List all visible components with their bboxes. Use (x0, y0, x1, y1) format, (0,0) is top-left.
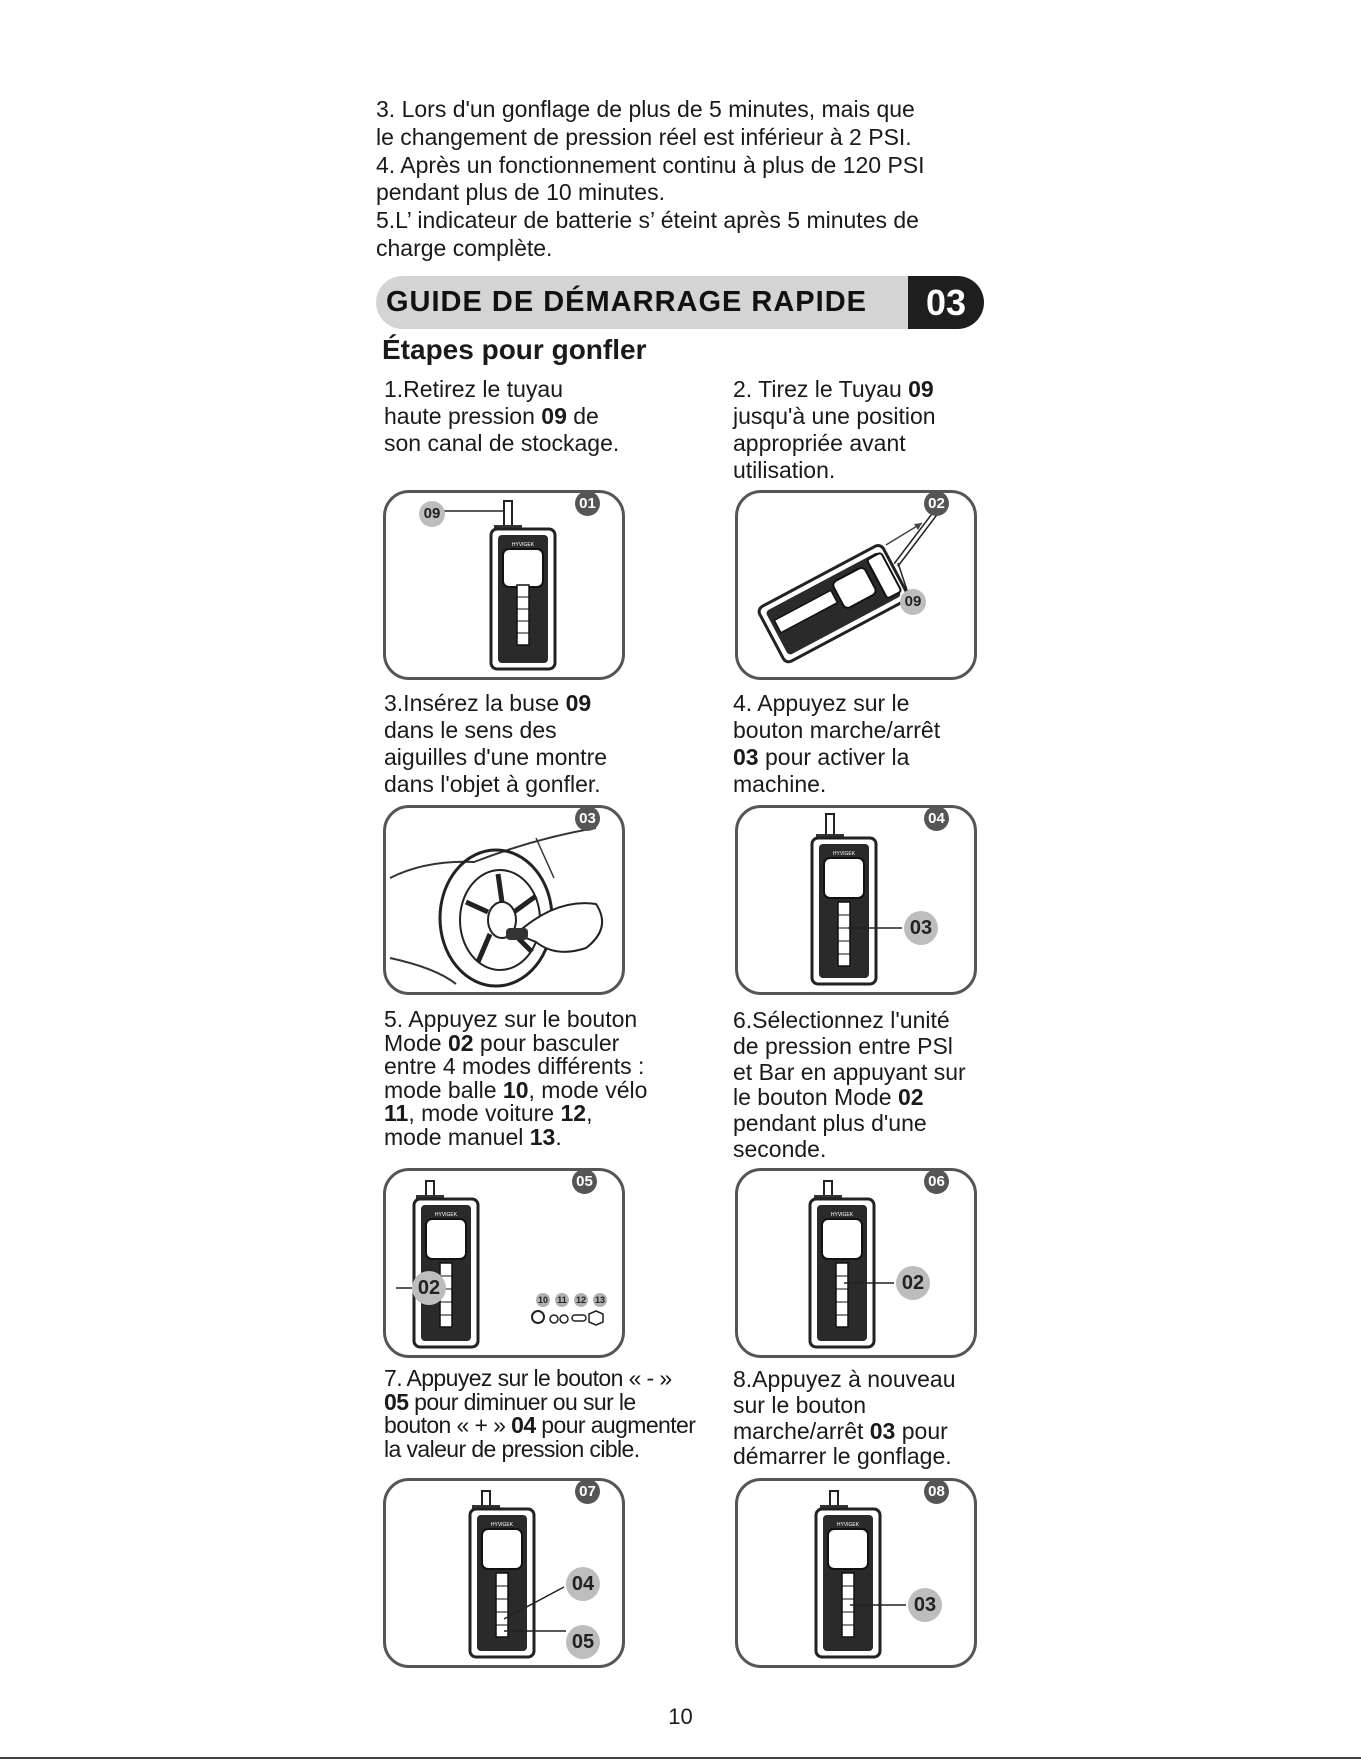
ref-number: 13 (529, 1123, 556, 1150)
step-line: démarrer le gonflage. (733, 1443, 952, 1470)
brand-label: HYVIGEK (830, 1212, 854, 1218)
text: de (566, 403, 599, 429)
step-line: dans l'objet à gonfler. (384, 771, 601, 797)
illustration-panel-7 (383, 1478, 625, 1668)
text: mode manuel (384, 1123, 530, 1150)
mode-badge-car: 12 (575, 1295, 586, 1305)
panel-number-badge: 03 (575, 806, 600, 831)
pump-illustration (738, 808, 974, 992)
bottom-divider (0, 1757, 1361, 1759)
panel-number-badge: 01 (575, 491, 600, 516)
step-line: machine. (733, 771, 827, 797)
text: . (555, 1123, 562, 1150)
part-callout-09: 09 (900, 589, 926, 615)
step-7-text (384, 1367, 714, 1461)
step-line: utilisation. (733, 457, 836, 483)
pump-illustration (738, 1171, 974, 1355)
section-subtitle: Étapes pour gonfler (382, 334, 647, 365)
step-line (733, 1419, 1003, 1445)
step-line: aiguilles d'une montre (384, 744, 608, 770)
text: marche/arrêt (733, 1417, 870, 1444)
page-number: 10 (668, 1704, 693, 1729)
part-callout-02: 02 (896, 1266, 930, 1300)
text: , mode voiture (408, 1100, 561, 1127)
ref-number: 03 (733, 744, 759, 770)
pump-illustration (386, 1171, 622, 1355)
illustration-panel-4 (735, 805, 977, 995)
text: mode balle (384, 1076, 503, 1103)
text: 2. Tirez le Tuyau (733, 376, 909, 402)
step-1-text (384, 376, 654, 457)
step-line: 6.Sélectionnez l'unité (733, 1007, 950, 1033)
text: 3.Insérez la buse (384, 690, 566, 716)
part-callout-05: 05 (566, 1625, 600, 1659)
step-line: sur le bouton (733, 1391, 866, 1418)
step-line: 4. Appuyez sur le (733, 690, 910, 716)
step-line: 7. Appuyez sur le bouton « - » (384, 1365, 672, 1391)
step-line: de pression entre PSl (733, 1032, 953, 1059)
step-line: son canal de stockage. (384, 430, 620, 456)
text: , (586, 1100, 593, 1127)
ref-number: 04 (511, 1412, 536, 1439)
step-line: appropriée avant (733, 430, 906, 456)
panel-number-badge: 08 (924, 1479, 949, 1504)
ref-number: 02 (897, 1084, 924, 1111)
ref-number: 10 (502, 1076, 529, 1103)
part-callout-03: 03 (908, 1588, 942, 1622)
step-line: 1.Retirez le tuyau (384, 376, 563, 402)
part-callout-04: 04 (566, 1567, 600, 1601)
panel-number-badge: 04 (924, 806, 949, 831)
illustration-panel-8 (735, 1478, 977, 1668)
brand-label: HYVIGEK (511, 542, 535, 548)
intro-text (376, 96, 976, 263)
illustration-panel-5 (383, 1168, 625, 1358)
step-line (384, 690, 654, 717)
step-line (733, 376, 1003, 403)
step-line: dans le sens des (384, 717, 557, 743)
step-line: 5. Appuyez sur le bouton (384, 1006, 638, 1032)
mode-badge-bike: 11 (555, 1293, 569, 1307)
text: pour (895, 1417, 948, 1444)
ref-number: 09 (908, 376, 934, 402)
ref-number: 05 (384, 1388, 409, 1415)
panel-number-badge: 07 (575, 1479, 600, 1504)
step-line (384, 1388, 714, 1415)
intro-line: pendant plus de 10 minutes. (376, 179, 665, 206)
text: pour diminuer ou sur le (408, 1388, 636, 1415)
step-line (384, 1102, 684, 1126)
step-line: pendant plus d'une (733, 1110, 927, 1137)
illustration-panel-2 (735, 490, 977, 680)
illustration-panel-6 (735, 1168, 977, 1358)
step-4-text (733, 690, 1003, 798)
text: , mode vélo (528, 1076, 648, 1103)
step-line (384, 1123, 684, 1150)
intro-line: 4. Après un fonctionnement continu à plus de 120 PSI (376, 151, 925, 178)
banner-section-number: 03 (908, 276, 984, 329)
part-callout-09: 09 (419, 501, 445, 527)
pump-tilted-illustration (738, 493, 974, 677)
brand-label: HYVIGEK (490, 1522, 514, 1528)
step-line: et Bar en appuyant sur (733, 1058, 966, 1085)
step-line: jusqu'à une position (733, 403, 936, 429)
step-line (384, 403, 654, 430)
step-3-text (384, 690, 654, 798)
ref-number: 11 (384, 1100, 409, 1127)
text: pour augmenter (535, 1412, 696, 1439)
banner-title: GUIDE DE DÉMARRAGE RAPIDE (386, 286, 867, 318)
step-line: 8.Appuyez à nouveau (733, 1366, 956, 1392)
ref-number: 02 (447, 1029, 474, 1056)
illustration-panel-3 (383, 805, 625, 995)
ref-number: 09 (565, 690, 592, 716)
text: pour activer la (758, 744, 910, 770)
ref-number: 03 (869, 1417, 896, 1444)
panel-number-badge: 06 (924, 1169, 949, 1194)
step-line: bouton marche/arrêt (733, 717, 941, 743)
step-line: seconde. (733, 1135, 827, 1162)
brand-label: HYVIGEK (832, 851, 856, 857)
intro-line: charge complète. (376, 234, 553, 261)
part-callout-02: 02 (412, 1271, 446, 1305)
text: bouton « + » (384, 1412, 512, 1439)
text: le bouton Mode (733, 1084, 898, 1111)
step-line (384, 1414, 714, 1438)
brand-label: HYVIGEK (836, 1522, 860, 1528)
mode-badge-ball: 10 (537, 1295, 548, 1305)
text: Mode (384, 1029, 448, 1056)
panel-number-badge: 05 (572, 1169, 597, 1194)
part-callout-03: 03 (904, 911, 938, 945)
step-line: la valeur de pression cible. (384, 1435, 640, 1462)
step-line (733, 1085, 1003, 1111)
step-8-text (733, 1367, 1003, 1470)
step-2-text (733, 376, 1003, 484)
text: haute pression (384, 403, 542, 429)
ref-number: 09 (541, 403, 567, 429)
pump-illustration (738, 1481, 974, 1665)
intro-line: 5.L’ indicateur de batterie s’ éteint après 5 minutes de (376, 207, 919, 234)
intro-line: le changement de pression réel est inférieur à 2 PSI. (376, 123, 912, 150)
illustration-panel-1 (383, 490, 625, 680)
mode-badge-manual: 13 (594, 1295, 605, 1305)
step-6-text (733, 1008, 1003, 1163)
panel-number-badge: 02 (924, 491, 949, 516)
step-line (384, 1029, 684, 1056)
section-banner (376, 276, 984, 329)
tire-inflation-illustration (386, 808, 622, 992)
text: pour basculer (473, 1029, 620, 1056)
ref-number: 12 (560, 1100, 587, 1127)
step-line (733, 744, 1003, 771)
step-line (384, 1076, 684, 1103)
intro-line: 3. Lors d'un gonflage de plus de 5 minutes, mais que (376, 96, 915, 122)
brand-label: HYVIGEK (434, 1212, 458, 1218)
step-5-text (384, 1008, 684, 1150)
step-line: entre 4 modes différents : (384, 1053, 645, 1080)
